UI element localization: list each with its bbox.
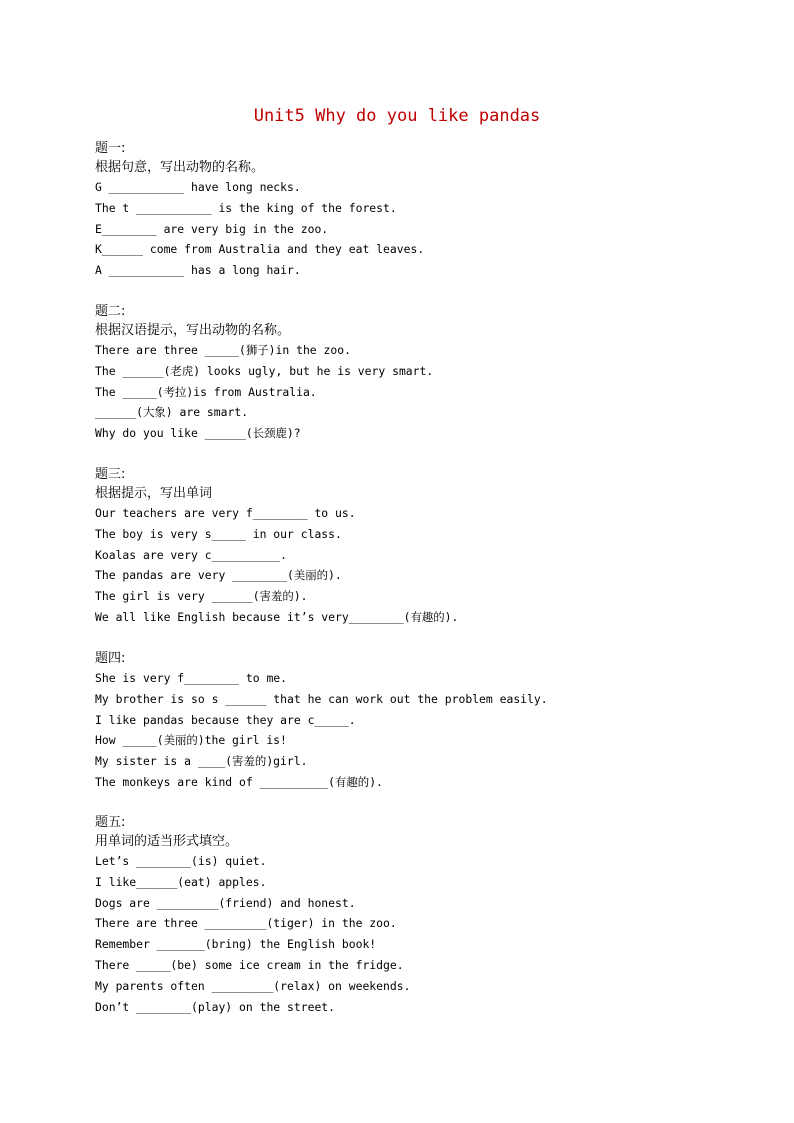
exercise-line: The girl is very ______(害羞的).	[95, 589, 308, 604]
section-heading: 题五:	[95, 815, 126, 830]
section-instruction: 用单词的适当形式填空。	[95, 834, 239, 849]
exercise-line: K______ come from Australia and they eat leaves.	[95, 242, 425, 257]
section-instruction: 根据汉语提示，写出动物的名称。	[95, 323, 291, 338]
section-instruction: 根据句意，写出动物的名称。	[95, 160, 265, 175]
exercise-line: My brother is so s ______ that he can work out the problem easily.	[95, 691, 548, 706]
exercise-line: Dogs are _________(friend) and honest.	[95, 895, 356, 910]
exercise-line: The _____(考拉)is from Australia.	[95, 384, 317, 399]
exercise-line: The ______(老虎) looks ugly, but he is very smart.	[95, 363, 434, 378]
exercise-line: My parents often _________(relax) on weekends.	[95, 978, 411, 993]
exercise-line: E________ are very big in the zoo.	[95, 221, 329, 236]
section-4	[95, 650, 735, 793]
exercise-line: Remember _______(bring) the English book!	[95, 937, 377, 952]
exercise-line: I like______(eat) apples.	[95, 874, 267, 889]
exercise-line: Koalas are very c__________.	[95, 547, 288, 562]
exercise-line: ______(大象) are smart.	[95, 405, 249, 420]
exercise-line: The boy is very s_____ in our class.	[95, 526, 342, 541]
exercise-line: There _____(be) some ice cream in the fridge.	[95, 957, 404, 972]
exercise-line: A ___________ has a long hair.	[95, 263, 301, 278]
exercise-line: The monkeys are kind of __________(有趣的).	[95, 774, 383, 789]
exercise-line: How _____(美丽的)the girl is!	[95, 733, 287, 748]
exercise-line: G ___________ have long necks.	[95, 180, 301, 194]
section-5	[95, 814, 735, 1017]
exercise-line: There are three _____(狮子)in the zoo.	[95, 343, 351, 357]
section-2	[95, 303, 735, 444]
section-3	[95, 466, 735, 628]
section-heading: 题一:	[95, 141, 126, 156]
page-title: Unit5 Why do you like pandas	[253, 106, 541, 126]
section-heading: 题四:	[95, 651, 126, 666]
exercise-line: We all like English because it’s very________(有趣的).	[95, 609, 459, 624]
exercise-line: There are three _________(tiger) in the zoo.	[95, 916, 397, 931]
exercise-line: Let’s ________(is) quiet.	[95, 854, 267, 868]
section-instruction: 根据提示，写出单词	[95, 486, 213, 501]
section-1	[95, 140, 735, 281]
exercise-line: Our teachers are very f________ to us.	[95, 506, 356, 520]
exercise-line: She is very f________ to me.	[95, 671, 288, 685]
section-heading: 题二:	[95, 304, 126, 319]
exercise-line: Don’t ________(play) on the street.	[95, 999, 336, 1014]
exercise-line: Why do you like ______(长颈鹿)?	[95, 426, 301, 441]
exercise-line: My sister is a ____(害羞的)girl.	[95, 754, 308, 769]
exercise-line: I like pandas because they are c_____.	[95, 712, 356, 727]
exercise-line: The pandas are very ________(美丽的).	[95, 568, 342, 583]
section-heading: 题三:	[95, 467, 126, 482]
exercise-line: The t ___________ is the king of the forest.	[95, 200, 397, 215]
